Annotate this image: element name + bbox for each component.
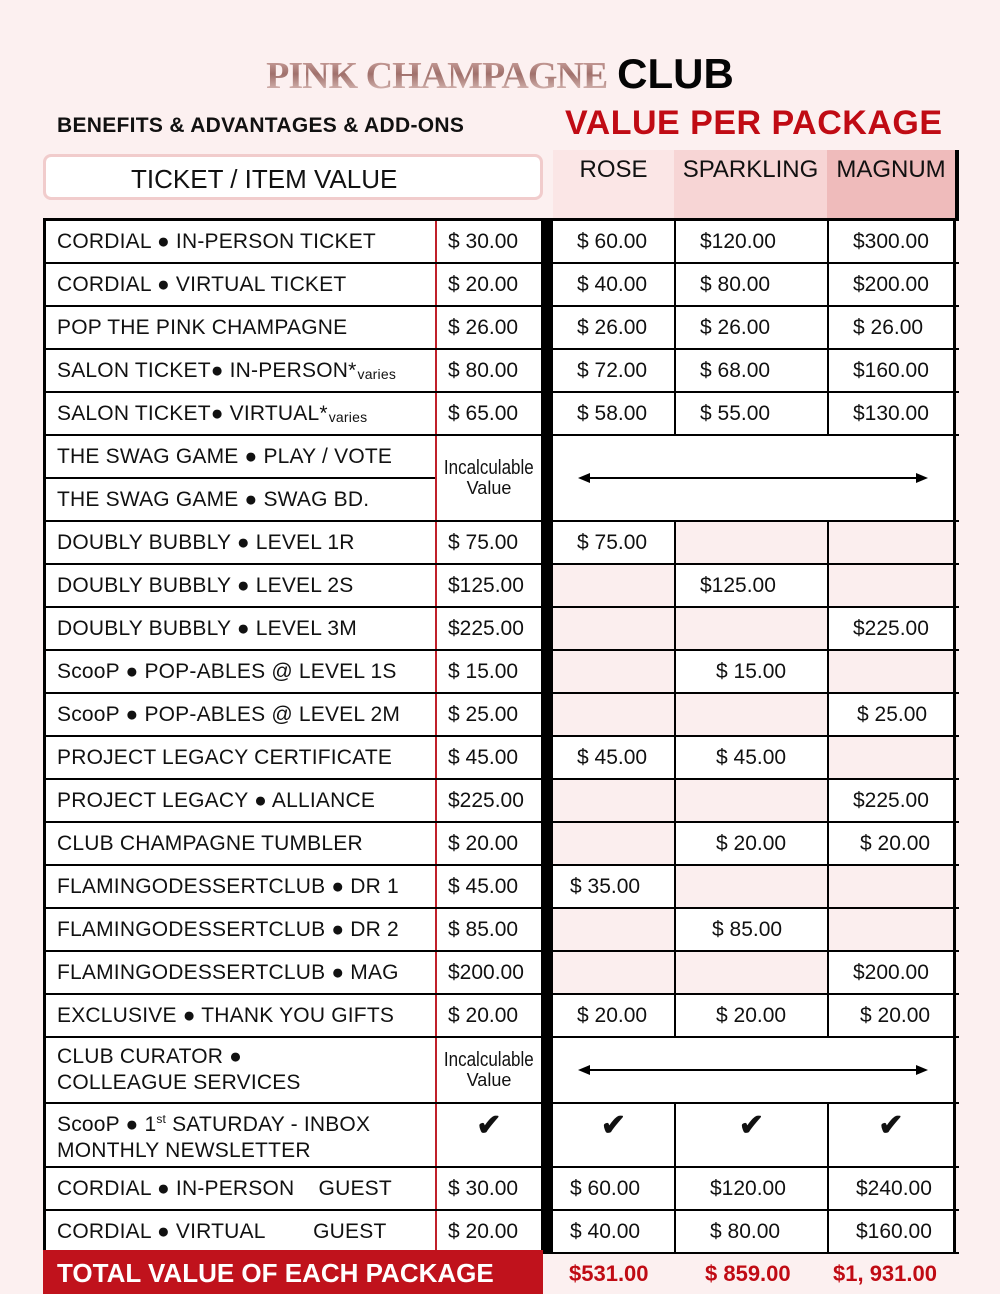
item-name: THE SWAG GAME ● SWAG BD. — [43, 479, 435, 520]
column-divider — [541, 737, 553, 778]
item-value: $ 65.00 — [435, 393, 541, 434]
item-name: ScooP ● POP-ABLES @ LEVEL 1S — [43, 651, 435, 692]
checkmark-icon: ✔ — [553, 1104, 674, 1166]
rose-value: $ 60.00 — [553, 1168, 674, 1209]
item-value: $ 75.00 — [435, 522, 541, 563]
magnum-value: $160.00 — [827, 1211, 956, 1252]
sparkling-value: $120.00 — [674, 221, 827, 262]
total-rose: $531.00 — [569, 1261, 649, 1286]
magnum-value: $225.00 — [827, 608, 956, 649]
magnum-value: $200.00 — [827, 264, 956, 305]
item-value: $ 26.00 — [435, 307, 541, 348]
package-header-magnum: MAGNUM — [827, 150, 955, 218]
column-divider — [541, 565, 553, 606]
sparkling-value — [674, 866, 827, 907]
item-value: $ 20.00 — [435, 264, 541, 305]
item-value: $225.00 — [435, 608, 541, 649]
rose-value — [553, 952, 674, 993]
column-divider — [541, 436, 553, 520]
rose-value — [553, 694, 674, 735]
double-arrow-icon — [578, 1062, 928, 1078]
item-note: varies — [328, 408, 368, 425]
rose-value: $ 40.00 — [553, 264, 674, 305]
item-name: FLAMINGODESSERTCLUB ● MAG — [43, 952, 435, 993]
item-name: DOUBLY BUBBLY ● LEVEL 2S — [43, 565, 435, 606]
magnum-value: $200.00 — [827, 952, 956, 993]
item-name — [43, 1038, 435, 1102]
checkmark-icon: ✔ — [435, 1104, 541, 1166]
magnum-value: $ 26.00 — [827, 307, 956, 348]
magnum-value: $240.00 — [827, 1168, 956, 1209]
table-row — [43, 393, 959, 436]
item-value: $ 45.00 — [435, 866, 541, 907]
table-row — [43, 350, 959, 393]
column-divider — [541, 1211, 553, 1252]
rose-value — [553, 780, 674, 821]
rose-value — [553, 651, 674, 692]
sparkling-value: $ 20.00 — [674, 995, 827, 1036]
sparkling-value — [674, 952, 827, 993]
item-value: $ 20.00 — [435, 823, 541, 864]
magnum-value: $160.00 — [827, 350, 956, 391]
magnum-value — [827, 737, 956, 778]
item-name: DOUBLY BUBBLY ● LEVEL 3M — [43, 608, 435, 649]
title-club: CLUB — [617, 50, 734, 97]
magnum-value: $ 20.00 — [827, 995, 956, 1036]
total-sparkling: $ 859.00 — [705, 1261, 791, 1286]
magnum-value — [827, 651, 956, 692]
table-row — [43, 608, 959, 651]
magnum-value — [827, 866, 956, 907]
table-row — [43, 522, 959, 565]
table-row — [43, 952, 959, 995]
column-divider — [541, 909, 553, 950]
table-row — [43, 565, 959, 608]
value-label: Value — [466, 478, 512, 499]
rose-value — [553, 823, 674, 864]
column-divider — [541, 651, 553, 692]
column-divider — [541, 995, 553, 1036]
sparkling-value: $ 45.00 — [674, 737, 827, 778]
value-label: Value — [466, 1070, 512, 1091]
column-divider — [541, 307, 553, 348]
magnum-value — [827, 565, 956, 606]
total-magnum: $1, 931.00 — [833, 1261, 937, 1286]
newsletter-suffix: SATURDAY - INBOX — [166, 1113, 371, 1136]
sparkling-value — [674, 780, 827, 821]
sparkling-value: $120.00 — [674, 1168, 827, 1209]
item-name: DOUBLY BUBBLY ● LEVEL 1R — [43, 522, 435, 563]
header-edge — [955, 150, 959, 218]
column-divider — [541, 1168, 553, 1209]
benefits-subtitle: BENEFITS & ADVANTAGES & ADD-ONS — [57, 114, 465, 137]
item-name: CLUB CHAMPAGNE TUMBLER — [43, 823, 435, 864]
column-divider — [541, 866, 553, 907]
item-value: $ 80.00 — [435, 350, 541, 391]
column-divider — [541, 1104, 553, 1166]
sparkling-value: $ 15.00 — [674, 651, 827, 692]
incalculable-label: Incalculable — [444, 457, 534, 480]
rose-value: $ 20.00 — [553, 995, 674, 1036]
item-name: EXCLUSIVE ● THANK YOU GIFTS — [43, 995, 435, 1036]
table-row — [43, 1168, 959, 1211]
item-name-text: SALON TICKET● VIRTUAL* — [57, 401, 328, 425]
all-packages-arrow — [553, 436, 956, 520]
item-name: FLAMINGODESSERTCLUB ● DR 2 — [43, 909, 435, 950]
table-row-swag-game — [43, 436, 959, 522]
item-name-text: SALON TICKET● IN-PERSON* — [57, 358, 357, 382]
column-divider — [541, 522, 553, 563]
item-name: POP THE PINK CHAMPAGNE — [43, 307, 435, 348]
item-name: CORDIAL ● IN-PERSON GUEST — [43, 1168, 435, 1209]
item-name: CORDIAL ● IN-PERSON TICKET — [43, 221, 435, 262]
item-value: $125.00 — [435, 565, 541, 606]
column-divider — [541, 823, 553, 864]
benefits-table — [43, 218, 959, 1254]
rose-value: $ 40.00 — [553, 1211, 674, 1252]
all-packages-arrow — [553, 1038, 956, 1102]
sparkling-value: $ 20.00 — [674, 823, 827, 864]
checkmark-icon: ✔ — [827, 1104, 956, 1166]
item-name-line2: COLLEAGUE SERVICES — [57, 1071, 301, 1094]
item-name — [43, 393, 435, 434]
sparkling-value: $ 55.00 — [674, 393, 827, 434]
sparkling-value: $ 26.00 — [674, 307, 827, 348]
newsletter-prefix: ScooP ● 1 — [57, 1113, 157, 1136]
item-name: CORDIAL ● VIRTUAL TICKET — [43, 264, 435, 305]
column-divider — [541, 1038, 553, 1102]
magnum-value — [827, 909, 956, 950]
sparkling-value: $125.00 — [674, 565, 827, 606]
rose-value: $ 45.00 — [553, 737, 674, 778]
item-value: $ 85.00 — [435, 909, 541, 950]
item-value: $200.00 — [435, 952, 541, 993]
magnum-value: $ 20.00 — [827, 823, 956, 864]
table-row — [43, 866, 959, 909]
item-name-line1: CLUB CURATOR ● — [57, 1045, 243, 1068]
item-name: CORDIAL ● VIRTUAL GUEST — [43, 1211, 435, 1252]
item-value: $ 45.00 — [435, 737, 541, 778]
sparkling-value: $ 85.00 — [674, 909, 827, 950]
item-name: ScooP ● POP-ABLES @ LEVEL 2M — [43, 694, 435, 735]
value-per-package-heading: VALUE PER PACKAGE — [565, 104, 943, 142]
item-value-incalculable — [435, 436, 541, 520]
page-title — [0, 50, 1000, 98]
checkmark-icon: ✔ — [674, 1104, 827, 1166]
item-value: $ 25.00 — [435, 694, 541, 735]
package-header-sparkling: SPARKLING — [674, 150, 827, 218]
item-value: $ 15.00 — [435, 651, 541, 692]
table-row — [43, 737, 959, 780]
rose-value: $ 60.00 — [553, 221, 674, 262]
magnum-value: $130.00 — [827, 393, 956, 434]
item-name: PROJECT LEGACY ● ALLIANCE — [43, 780, 435, 821]
title-pink-champagne: PINK CHAMPAGNE — [266, 55, 608, 97]
column-divider — [541, 221, 553, 262]
total-row — [43, 1250, 959, 1294]
magnum-value — [827, 522, 956, 563]
table-row — [43, 264, 959, 307]
magnum-value: $225.00 — [827, 780, 956, 821]
sparkling-value — [674, 694, 827, 735]
column-divider — [541, 780, 553, 821]
magnum-value: $ 25.00 — [827, 694, 956, 735]
sparkling-value — [674, 608, 827, 649]
item-name — [43, 1104, 435, 1166]
table-row — [43, 823, 959, 866]
column-divider — [541, 952, 553, 993]
sparkling-value: $ 68.00 — [674, 350, 827, 391]
rose-value: $ 75.00 — [553, 522, 674, 563]
rose-value — [553, 608, 674, 649]
rose-value — [553, 565, 674, 606]
newsletter-ordinal: st — [156, 1112, 167, 1126]
rose-value — [553, 909, 674, 950]
item-value-incalculable — [435, 1038, 541, 1102]
item-name-line2: MONTHLY NEWSLETTER — [57, 1139, 311, 1162]
sparkling-value: $ 80.00 — [674, 1211, 827, 1252]
column-divider — [541, 694, 553, 735]
ticket-item-value-header: TICKET / ITEM VALUE — [43, 154, 543, 200]
item-name: PROJECT LEGACY CERTIFICATE — [43, 737, 435, 778]
table-row — [43, 1211, 959, 1254]
column-divider — [541, 350, 553, 391]
rose-value: $ 35.00 — [553, 866, 674, 907]
item-value: $ 20.00 — [435, 1211, 541, 1252]
rose-value: $ 72.00 — [553, 350, 674, 391]
table-row — [43, 780, 959, 823]
item-value: $ 30.00 — [435, 1168, 541, 1209]
column-divider — [541, 393, 553, 434]
double-arrow-icon — [578, 470, 928, 486]
table-row — [43, 307, 959, 350]
item-value: $225.00 — [435, 780, 541, 821]
table-row-newsletter — [43, 1104, 959, 1168]
sparkling-value: $ 80.00 — [674, 264, 827, 305]
item-name: THE SWAG GAME ● PLAY / VOTE — [43, 436, 435, 477]
table-row — [43, 221, 959, 264]
rose-value: $ 58.00 — [553, 393, 674, 434]
column-divider — [541, 264, 553, 305]
table-row-club-curator — [43, 1038, 959, 1104]
rose-value: $ 26.00 — [553, 307, 674, 348]
table-row — [43, 995, 959, 1038]
item-name-line1 — [57, 1106, 370, 1138]
item-value: $ 30.00 — [435, 221, 541, 262]
table-row — [43, 694, 959, 737]
incalculable-label: Incalculable — [444, 1049, 534, 1072]
magnum-value: $300.00 — [827, 221, 956, 262]
sparkling-value — [674, 522, 827, 563]
item-name — [43, 350, 435, 391]
item-note: varies — [357, 365, 397, 382]
item-name: FLAMINGODESSERTCLUB ● DR 1 — [43, 866, 435, 907]
package-header-rose: ROSE — [553, 150, 674, 218]
item-value: $ 20.00 — [435, 995, 541, 1036]
table-row — [43, 909, 959, 952]
column-divider — [541, 608, 553, 649]
table-row — [43, 651, 959, 694]
total-label: TOTAL VALUE OF EACH PACKAGE — [43, 1250, 543, 1294]
